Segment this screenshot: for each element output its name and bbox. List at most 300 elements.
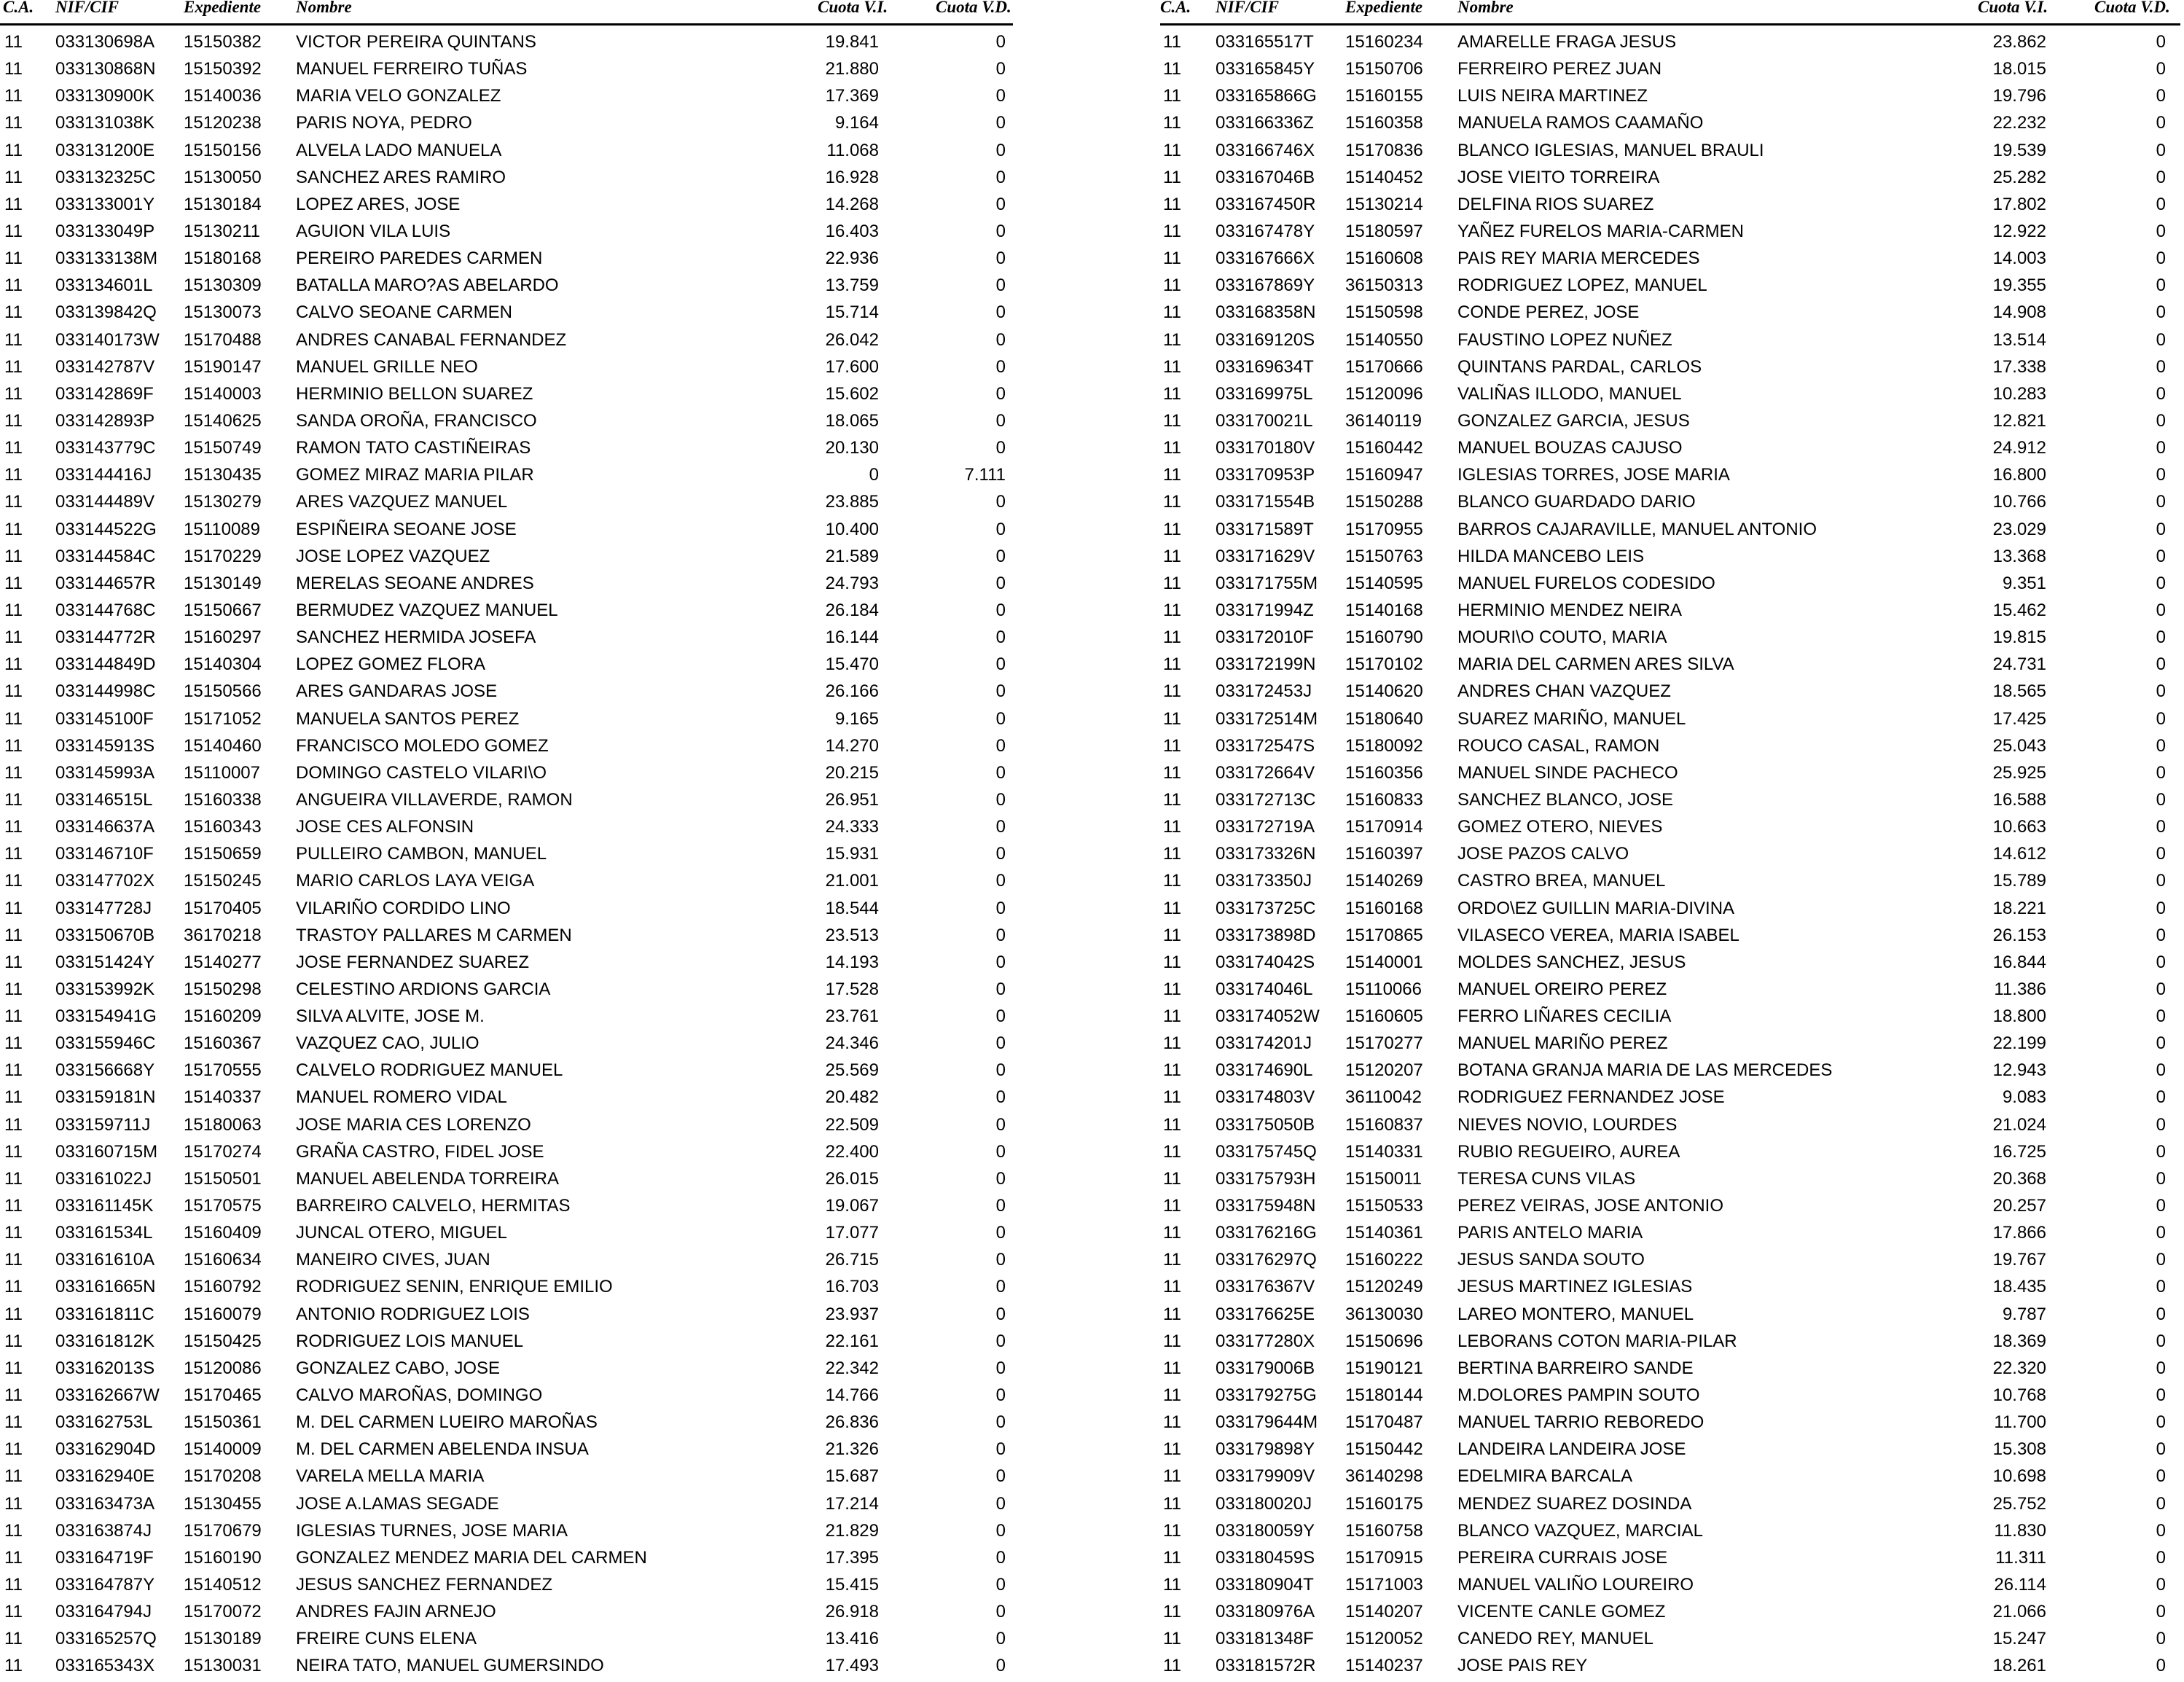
- cell-cuota-vd: 0: [2156, 249, 2166, 269]
- cell-expediente: 36140119: [1345, 410, 1422, 431]
- cell-expediente: 15160168: [1345, 898, 1423, 918]
- cell-expediente: 15180640: [1345, 708, 1423, 729]
- cell-cuota-vd: 0: [2156, 1520, 2166, 1541]
- table-row: [0, 1219, 1013, 1246]
- cell-nif-cif: 033176297Q: [1216, 1250, 1317, 1270]
- cell-expediente: 15170865: [1345, 925, 1423, 945]
- cell-expediente: 15130073: [184, 302, 262, 323]
- cell-expediente: 15140001: [1345, 952, 1423, 972]
- cell-expediente: 15170914: [1345, 817, 1423, 837]
- table-row: [0, 1138, 1013, 1165]
- table-row: [0, 434, 1013, 461]
- cell-ca: 11: [4, 1141, 23, 1162]
- cell-cuota-vi: 12.922: [1992, 221, 2046, 241]
- cell-nif-cif: 033140173W: [55, 329, 160, 350]
- cell-nombre: LAREO MONTERO, MANUEL: [1457, 1304, 1694, 1324]
- cell-cuota-vd: 0: [2156, 654, 2166, 675]
- cell-ca: 11: [1163, 1575, 1181, 1595]
- cell-ca: 11: [4, 1168, 23, 1189]
- cell-expediente: 15150749: [184, 438, 262, 458]
- cell-cuota-vd: 0: [995, 979, 1006, 999]
- cell-nif-cif: 033133001Y: [55, 194, 155, 214]
- cell-nombre: JUNCAL OTERO, MIGUEL: [296, 1223, 507, 1243]
- cell-expediente: 15180597: [1345, 221, 1423, 241]
- cell-ca: 11: [1163, 708, 1181, 729]
- table-row: [0, 732, 1013, 759]
- cell-nombre: AGUION VILA LUIS: [296, 221, 451, 241]
- cell-ca: 11: [4, 1114, 23, 1135]
- left-table-header: [0, 0, 1013, 26]
- cell-nif-cif: 033165866G: [1216, 86, 1317, 106]
- cell-cuota-vd: 0: [995, 519, 1006, 539]
- cell-expediente: 15140009: [184, 1439, 262, 1460]
- cell-expediente: 15140207: [1345, 1602, 1423, 1622]
- cell-expediente: 15160367: [184, 1033, 262, 1054]
- cell-cuota-vi: 21.066: [1992, 1602, 2046, 1622]
- cell-cuota-vd: 0: [2156, 600, 2166, 620]
- header-cuota-vi: Cuota V.I.: [818, 0, 888, 16]
- table-row: [1160, 326, 2180, 353]
- cell-nombre: GOMEZ OTERO, NIEVES: [1457, 817, 1663, 837]
- cell-nif-cif: 033132325C: [55, 167, 156, 187]
- cell-expediente: 15150392: [184, 59, 262, 79]
- cell-cuota-vd: 0: [2156, 1358, 2166, 1378]
- cell-cuota-vd: 0: [995, 952, 1006, 972]
- cell-nif-cif: 033142787V: [55, 356, 155, 377]
- table-row: [1160, 813, 2180, 840]
- cell-cuota-vi: 15.415: [825, 1575, 879, 1595]
- table-row: [1160, 1057, 2180, 1084]
- cell-expediente: 15170575: [184, 1196, 262, 1216]
- cell-ca: 11: [1163, 1466, 1181, 1487]
- cell-ca: 11: [4, 600, 23, 620]
- cell-nombre: GONZALEZ MENDEZ MARIA DEL CARMEN: [296, 1547, 647, 1568]
- cell-nombre: MANUEL GRILLE NEO: [296, 356, 478, 377]
- cell-nombre: ORDO\EZ GUILLIN MARIA-DIVINA: [1457, 898, 1735, 918]
- cell-cuota-vd: 0: [2156, 221, 2166, 241]
- cell-cuota-vi: 22.400: [825, 1141, 879, 1162]
- cell-cuota-vd: 0: [995, 925, 1006, 945]
- cell-cuota-vd: 0: [2156, 871, 2166, 891]
- cell-nombre: MANUEL FERREIRO TUÑAS: [296, 59, 528, 79]
- cell-cuota-vi: 19.767: [1992, 1250, 2046, 1270]
- cell-cuota-vd: 0: [2156, 762, 2166, 783]
- cell-ca: 11: [1163, 221, 1181, 241]
- cell-ca: 11: [4, 1358, 23, 1378]
- cell-ca: 11: [4, 32, 23, 52]
- cell-expediente: 15140337: [184, 1087, 262, 1108]
- cell-nombre: FERRO LIÑARES CECILIA: [1457, 1006, 1672, 1027]
- cell-cuota-vd: 0: [995, 844, 1006, 864]
- table-row: [0, 1571, 1013, 1598]
- cell-cuota-vi: 19.815: [1992, 627, 2046, 648]
- cell-cuota-vd: 0: [995, 383, 1006, 404]
- cell-ca: 11: [4, 1277, 23, 1297]
- cell-expediente: 15150501: [184, 1168, 262, 1189]
- cell-nif-cif: 033165257Q: [55, 1629, 157, 1649]
- cell-cuota-vd: 0: [995, 140, 1006, 160]
- cell-nif-cif: 033144522G: [55, 519, 157, 539]
- cell-expediente: 15150696: [1345, 1331, 1423, 1351]
- cell-nombre: M. DEL CARMEN ABELENDA INSUA: [296, 1439, 589, 1460]
- cell-cuota-vd: 0: [995, 249, 1006, 269]
- cell-nif-cif: 033172664V: [1216, 762, 1315, 783]
- cell-ca: 11: [4, 1656, 23, 1676]
- header-nif-cif: NIF/CIF: [1216, 0, 1279, 16]
- cell-nif-cif: 033145993A: [55, 762, 155, 783]
- cell-nif-cif: 033161812K: [55, 1331, 155, 1351]
- cell-cuota-vd: 0: [2156, 979, 2166, 999]
- cell-cuota-vi: 14.766: [825, 1385, 879, 1406]
- cell-ca: 11: [1163, 32, 1181, 52]
- cell-ca: 11: [1163, 1412, 1181, 1433]
- cell-expediente: 15150245: [184, 871, 262, 891]
- cell-expediente: 15170102: [1345, 654, 1423, 675]
- cell-ca: 11: [4, 194, 23, 214]
- table-row: [1160, 191, 2180, 218]
- cell-nif-cif: 033165517T: [1216, 32, 1314, 52]
- cell-cuota-vd: 0: [995, 1358, 1006, 1378]
- table-row: [1160, 1273, 2180, 1300]
- cell-nif-cif: 033161610A: [55, 1250, 155, 1270]
- cell-cuota-vi: 17.866: [1992, 1223, 2046, 1243]
- cell-cuota-vi: 19.355: [1992, 275, 2046, 296]
- table-row: [0, 516, 1013, 543]
- cell-ca: 11: [1163, 194, 1181, 214]
- cell-cuota-vd: 0: [2156, 1114, 2166, 1135]
- cell-expediente: 15150382: [184, 32, 262, 52]
- cell-nombre: SANCHEZ HERMIDA JOSEFA: [296, 627, 536, 648]
- cell-nif-cif: 033175793H: [1216, 1168, 1316, 1189]
- table-row: [1160, 299, 2180, 326]
- cell-cuota-vd: 0: [2156, 1141, 2166, 1162]
- cell-nif-cif: 033144416J: [55, 465, 152, 485]
- cell-ca: 11: [1163, 329, 1181, 350]
- cell-nif-cif: 033170953P: [1216, 465, 1315, 485]
- cell-nif-cif: 033179006B: [1216, 1358, 1315, 1378]
- table-row: [0, 1652, 1013, 1679]
- cell-expediente: 15130455: [184, 1493, 262, 1514]
- cell-cuota-vd: 0: [995, 1304, 1006, 1324]
- cell-expediente: 15160409: [184, 1223, 262, 1243]
- table-row: [0, 55, 1013, 82]
- cell-cuota-vd: 0: [995, 329, 1006, 350]
- cell-nombre: MANUEL ABELENDA TORREIRA: [296, 1168, 560, 1189]
- cell-ca: 11: [4, 492, 23, 512]
- table-row: [1160, 597, 2180, 624]
- cell-nif-cif: 033180904T: [1216, 1575, 1314, 1595]
- table-row: [1160, 1328, 2180, 1355]
- cell-cuota-vd: 0: [2156, 356, 2166, 377]
- cell-nif-cif: 033147728J: [55, 898, 152, 918]
- cell-ca: 11: [1163, 302, 1181, 323]
- cell-nif-cif: 033161534L: [55, 1223, 153, 1243]
- cell-cuota-vi: 26.951: [825, 789, 879, 810]
- cell-expediente: 15140277: [184, 952, 262, 972]
- cell-nif-cif: 033176216G: [1216, 1223, 1317, 1243]
- cell-expediente: 15160234: [1345, 32, 1423, 52]
- cell-nif-cif: 033174046L: [1216, 979, 1313, 999]
- cell-ca: 11: [1163, 1439, 1181, 1460]
- table-row: [1160, 353, 2180, 380]
- cell-cuota-vi: 17.077: [825, 1223, 879, 1243]
- table-row: [0, 407, 1013, 434]
- cell-nombre: MANUEL FURELOS CODESIDO: [1457, 573, 1715, 593]
- cell-nombre: NIEVES NOVIO, LOURDES: [1457, 1114, 1678, 1135]
- cell-nif-cif: 033179909V: [1216, 1466, 1315, 1487]
- cell-nif-cif: 033142869F: [55, 383, 154, 404]
- table-row: [1160, 488, 2180, 515]
- cell-cuota-vd: 0: [995, 1493, 1006, 1514]
- cell-nif-cif: 033130868N: [55, 59, 156, 79]
- cell-expediente: 15160175: [1345, 1493, 1423, 1514]
- table-row: [0, 1084, 1013, 1111]
- table-row: [1160, 1165, 2180, 1192]
- cell-cuota-vi: 11.386: [1994, 979, 2046, 999]
- cell-ca: 11: [4, 519, 23, 539]
- cell-cuota-vd: 0: [995, 194, 1006, 214]
- cell-expediente: 15110066: [1345, 979, 1422, 999]
- cell-cuota-vd: 0: [2156, 1033, 2166, 1054]
- cell-cuota-vi: 9.083: [2002, 1087, 2046, 1108]
- cell-ca: 11: [4, 654, 23, 675]
- cell-expediente: 15140269: [1345, 871, 1423, 891]
- cell-nombre: JOSE CES ALFONSIN: [296, 817, 474, 837]
- cell-cuota-vi: 14.268: [825, 194, 879, 214]
- table-row: [0, 1382, 1013, 1409]
- right-table-rows: [1160, 28, 2180, 1680]
- cell-cuota-vi: 16.800: [1992, 465, 2046, 485]
- cell-cuota-vi: 17.528: [825, 979, 879, 999]
- cell-cuota-vd: 0: [995, 1466, 1006, 1487]
- cell-nombre: VAZQUEZ CAO, JULIO: [296, 1033, 480, 1054]
- cell-nif-cif: 033175948N: [1216, 1196, 1316, 1216]
- cell-nif-cif: 033169634T: [1216, 356, 1314, 377]
- table-row: [1160, 1544, 2180, 1571]
- cell-nombre: ANTONIO RODRIGUEZ LOIS: [296, 1304, 530, 1324]
- cell-cuota-vd: 0: [995, 1547, 1006, 1568]
- cell-nombre: CONDE PEREZ, JOSE: [1457, 302, 1640, 323]
- cell-ca: 11: [4, 302, 23, 323]
- cell-cuota-vd: 0: [2156, 1466, 2166, 1487]
- cell-cuota-vi: 21.589: [825, 546, 879, 566]
- cell-cuota-vi: 25.925: [1992, 762, 2046, 783]
- cell-cuota-vi: 13.416: [825, 1629, 879, 1649]
- cell-nombre: BLANCO VAZQUEZ, MARCIAL: [1457, 1520, 1703, 1541]
- cell-cuota-vi: 13.759: [825, 275, 879, 296]
- cell-cuota-vd: 0: [2156, 681, 2166, 702]
- table-row: [0, 28, 1013, 55]
- cell-nif-cif: 033172547S: [1216, 735, 1315, 756]
- cell-ca: 11: [1163, 167, 1181, 187]
- cell-nombre: M.DOLORES PAMPIN SOUTO: [1457, 1385, 1700, 1406]
- cell-nombre: MANUEL BOUZAS CAJUSO: [1457, 438, 1683, 458]
- cell-expediente: 15150667: [184, 600, 262, 620]
- cell-cuota-vi: 0: [869, 465, 879, 485]
- cell-expediente: 15140625: [184, 410, 262, 431]
- cell-cuota-vi: 26.153: [1992, 925, 2046, 945]
- cell-cuota-vi: 20.257: [1992, 1196, 2046, 1216]
- cell-cuota-vd: 0: [2156, 1331, 2166, 1351]
- cell-cuota-vi: 17.600: [825, 356, 879, 377]
- cell-cuota-vi: 23.029: [1992, 519, 2046, 539]
- cell-cuota-vd: 0: [995, 59, 1006, 79]
- cell-nombre: PARIS NOYA, PEDRO: [296, 113, 472, 133]
- cell-expediente: 15160442: [1345, 438, 1423, 458]
- cell-ca: 11: [4, 573, 23, 593]
- cell-ca: 11: [4, 735, 23, 756]
- cell-nif-cif: 033155946C: [55, 1033, 156, 1054]
- table-row: [1160, 1625, 2180, 1652]
- cell-ca: 11: [1163, 59, 1181, 79]
- cell-cuota-vi: 18.435: [1992, 1277, 2046, 1297]
- cell-nif-cif: 033164794J: [55, 1602, 152, 1622]
- cell-cuota-vi: 12.943: [1992, 1060, 2046, 1081]
- cell-expediente: 15160833: [1345, 789, 1423, 810]
- cell-expediente: 15120207: [1345, 1060, 1423, 1081]
- table-row: [1160, 1436, 2180, 1463]
- cell-cuota-vi: 26.836: [825, 1412, 879, 1433]
- cell-cuota-vd: 0: [995, 681, 1006, 702]
- cell-ca: 11: [4, 1493, 23, 1514]
- cell-cuota-vi: 18.800: [1992, 1006, 2046, 1027]
- cell-expediente: 15140595: [1345, 573, 1423, 593]
- cell-cuota-vi: 26.166: [825, 681, 879, 702]
- cell-nif-cif: 033145100F: [55, 708, 154, 729]
- cell-cuota-vd: 0: [995, 817, 1006, 837]
- cell-nombre: PEREIRO PAREDES CARMEN: [296, 249, 543, 269]
- table-row: [0, 786, 1013, 813]
- cell-nif-cif: 033173898D: [1216, 925, 1316, 945]
- cell-ca: 11: [4, 1331, 23, 1351]
- cell-cuota-vi: 18.015: [1992, 59, 2046, 79]
- cell-cuota-vi: 14.003: [1992, 249, 2046, 269]
- cell-cuota-vd: 0: [2156, 1250, 2166, 1270]
- table-row: [1160, 55, 2180, 82]
- cell-cuota-vi: 22.320: [1992, 1358, 2046, 1378]
- cell-cuota-vi: 21.829: [825, 1520, 879, 1541]
- cell-cuota-vd: 0: [995, 410, 1006, 431]
- cell-ca: 11: [4, 1602, 23, 1622]
- table-row: [1160, 164, 2180, 191]
- cell-cuota-vi: 13.514: [1992, 329, 2046, 350]
- cell-cuota-vd: 0: [2156, 113, 2166, 133]
- cell-expediente: 15170274: [184, 1141, 262, 1162]
- cell-cuota-vi: 10.766: [1992, 492, 2046, 512]
- table-row: [1160, 1652, 2180, 1679]
- cell-nombre: ROUCO CASAL, RAMON: [1457, 735, 1660, 756]
- cell-nombre: JOSE VIEITO TORREIRA: [1457, 167, 1660, 187]
- cell-ca: 11: [1163, 979, 1181, 999]
- cell-expediente: 15150425: [184, 1331, 262, 1351]
- cell-cuota-vd: 0: [995, 1006, 1006, 1027]
- cell-cuota-vd: 0: [995, 221, 1006, 241]
- cell-nif-cif: 033163874J: [55, 1520, 152, 1541]
- cell-expediente: 15180144: [1345, 1385, 1423, 1406]
- table-row: [1160, 434, 2180, 461]
- cell-nif-cif: 033172199N: [1216, 654, 1316, 675]
- table-row: [0, 922, 1013, 949]
- cell-ca: 11: [1163, 1547, 1181, 1568]
- cell-nombre: VALIÑAS ILLODO, MANUEL: [1457, 383, 1682, 404]
- cell-expediente: 15120249: [1345, 1277, 1423, 1297]
- cell-cuota-vd: 0: [995, 1439, 1006, 1460]
- cell-nombre: IGLESIAS TURNES, JOSE MARIA: [296, 1520, 568, 1541]
- cell-cuota-vi: 18.369: [1992, 1331, 2046, 1351]
- table-row: [0, 488, 1013, 515]
- cell-ca: 11: [1163, 762, 1181, 783]
- cell-ca: 11: [1163, 789, 1181, 810]
- cell-cuota-vi: 16.403: [825, 221, 879, 241]
- cell-cuota-vi: 21.001: [825, 871, 879, 891]
- cell-nombre: JESUS MARTINEZ IGLESIAS: [1457, 1277, 1693, 1297]
- cell-cuota-vd: 0: [2156, 410, 2166, 431]
- table-row: [1160, 1463, 2180, 1490]
- cell-nombre: BOTANA GRANJA MARIA DE LAS MERCEDES: [1457, 1060, 1833, 1081]
- cell-expediente: 15140550: [1345, 329, 1423, 350]
- cell-cuota-vd: 7.111: [964, 465, 1006, 485]
- cell-nombre: M. DEL CARMEN LUEIRO MAROÑAS: [296, 1412, 598, 1433]
- table-row: [1160, 651, 2180, 678]
- cell-ca: 11: [1163, 546, 1181, 566]
- cell-ca: 11: [4, 167, 23, 187]
- cell-ca: 11: [1163, 1385, 1181, 1406]
- cell-nombre: BLANCO IGLESIAS, MANUEL BRAULI: [1457, 140, 1764, 160]
- cell-nif-cif: 033164787Y: [55, 1575, 155, 1595]
- cell-cuota-vd: 0: [2156, 1087, 2166, 1108]
- cell-ca: 11: [1163, 735, 1181, 756]
- cell-nif-cif: 033144849D: [55, 654, 156, 675]
- cell-nombre: LANDEIRA LANDEIRA JOSE: [1457, 1439, 1686, 1460]
- cell-cuota-vd: 0: [995, 735, 1006, 756]
- cell-ca: 11: [1163, 681, 1181, 702]
- cell-cuota-vd: 0: [995, 600, 1006, 620]
- cell-nombre: IGLESIAS TORRES, JOSE MARIA: [1457, 465, 1730, 485]
- cell-cuota-vi: 17.214: [825, 1493, 879, 1514]
- cell-nif-cif: 033176625E: [1216, 1304, 1315, 1324]
- cell-cuota-vd: 0: [2156, 789, 2166, 810]
- cell-cuota-vd: 0: [995, 1223, 1006, 1243]
- cell-nif-cif: 033171554B: [1216, 492, 1315, 512]
- cell-cuota-vi: 15.931: [825, 844, 879, 864]
- cell-nombre: MANUELA SANTOS PEREZ: [296, 708, 520, 729]
- cell-nif-cif: 033174690L: [1216, 1060, 1313, 1081]
- cell-expediente: 15130435: [184, 465, 262, 485]
- cell-nombre: BERTINA BARREIRO SANDE: [1457, 1358, 1694, 1378]
- cell-ca: 11: [4, 221, 23, 241]
- cell-nombre: RODRIGUEZ FERNANDEZ JOSE: [1457, 1087, 1725, 1108]
- cell-expediente: 15160356: [1345, 762, 1423, 783]
- cell-ca: 11: [1163, 1087, 1181, 1108]
- cell-cuota-vi: 16.703: [825, 1277, 879, 1297]
- cell-cuota-vd: 0: [2156, 329, 2166, 350]
- cell-cuota-vi: 13.368: [1992, 546, 2046, 566]
- table-row: [1160, 895, 2180, 922]
- cell-nif-cif: 033144657R: [55, 573, 156, 593]
- table-row: [0, 1409, 1013, 1436]
- table-row: [0, 380, 1013, 407]
- cell-expediente: 15130309: [184, 275, 262, 296]
- cell-cuota-vd: 0: [995, 302, 1006, 323]
- cell-cuota-vi: 22.232: [1992, 113, 2046, 133]
- cell-nif-cif: 033143779C: [55, 438, 156, 458]
- cell-nif-cif: 033153992K: [55, 979, 155, 999]
- cell-expediente: 15130214: [1345, 194, 1423, 214]
- cell-ca: 11: [1163, 1141, 1181, 1162]
- cell-ca: 11: [4, 1547, 23, 1568]
- cell-cuota-vi: 19.067: [825, 1196, 879, 1216]
- cell-nif-cif: 033180459S: [1216, 1547, 1315, 1568]
